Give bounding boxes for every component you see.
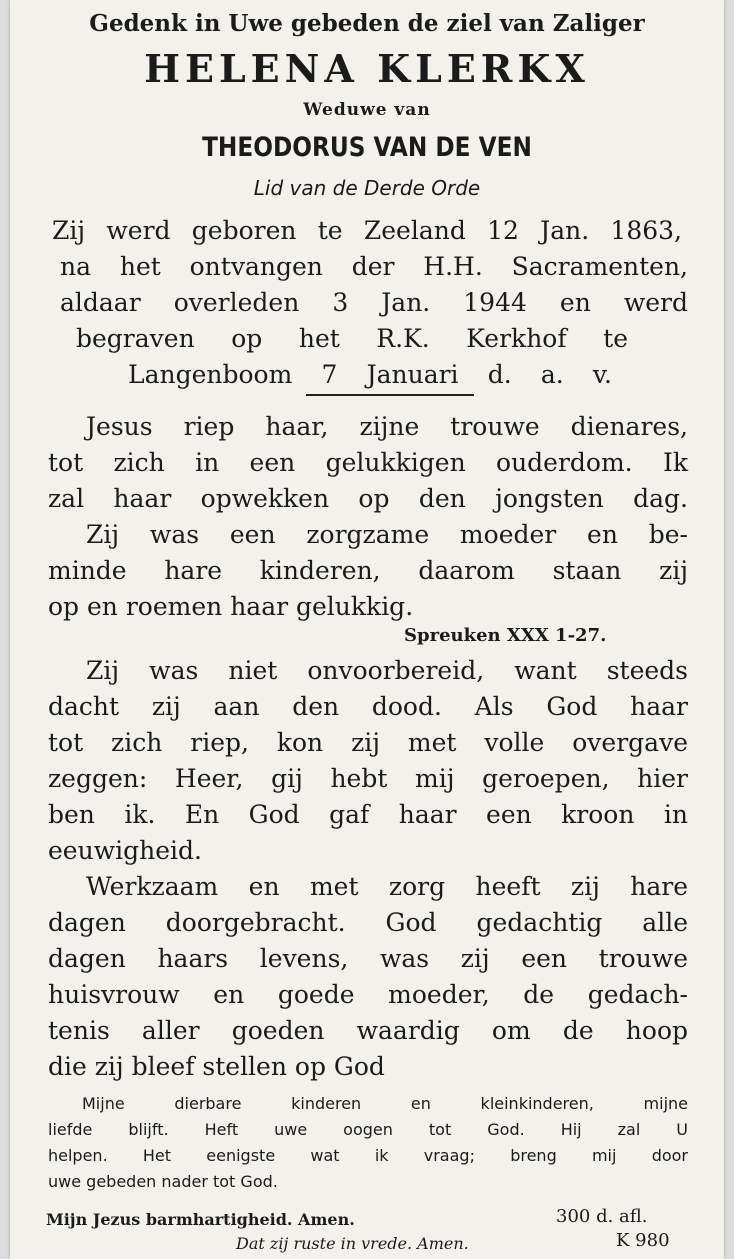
husband-name: THEODORUS VAN DE VEN <box>202 132 532 163</box>
text-line: minde hare kinderen, daarom staan zij <box>48 556 688 585</box>
message-line: helpen. Het eenigste wat ik vraag; breng mij door <box>48 1146 688 1165</box>
scripture-citation: Spreuken XXX 1-27. <box>404 625 607 646</box>
text-line: die zij bleef stellen op God <box>48 1052 385 1081</box>
text-line: huisvrouw en goede moeder, de gedach- <box>48 980 688 1009</box>
text-line: ben ik. En God gaf haar een kroon in <box>48 800 688 829</box>
prayer-line: Mijn Jezus barmhartigheid. Amen. <box>46 1210 355 1229</box>
text-line: tot zich in een gelukkigen ouderdom. Ik <box>48 448 688 477</box>
bio-line: Zij werd geboren te Zeeland 12 Jan. 1863, <box>52 216 682 245</box>
deceased-name: HELENA KLERKX <box>144 46 590 91</box>
intro-line: Gedenk in Uwe gebeden de ziel van Zaliger <box>89 10 645 37</box>
indulgence-label: 300 d. afl. <box>556 1206 648 1227</box>
text-line: Werkzaam en met zorg heeft zij hare <box>86 872 688 901</box>
message-line: liefde blijft. Heft uwe oogen tot God. Hij zal U <box>48 1120 688 1139</box>
order-membership: Lid van de Derde Orde <box>253 176 481 200</box>
text-line: tenis aller goeden waardig om de hoop <box>48 1016 688 1045</box>
card-code: K 980 <box>616 1230 670 1251</box>
bio-line: begraven op het R.K. Kerkhof te <box>76 324 628 353</box>
text-line: Zij was een zorgzame moeder en be- <box>86 520 688 549</box>
text-line: eeuwigheid. <box>48 836 202 865</box>
text-line: dagen haars levens, was zij een trouwe <box>48 944 688 973</box>
divider-rule <box>306 394 474 396</box>
text-line: zeggen: Heer, gij hebt mij geroepen, hier <box>48 764 688 793</box>
bio-line: aldaar overleden 3 Jan. 1944 en werd <box>60 288 688 317</box>
bio-line: Langenboom 7 Januari d. a. v. <box>128 360 612 389</box>
text-line: zal haar opwekken op den jongsten dag. <box>48 484 688 513</box>
widow-of-label: Weduwe van <box>303 100 431 120</box>
message-line: Mijne dierbare kinderen en kleinkinderen, mijne <box>82 1094 688 1113</box>
text-line: Zij was niet onvoorbereid, want steeds <box>86 656 688 685</box>
text-line: dagen doorgebracht. God gedachtig alle <box>48 908 688 937</box>
text-line: dacht zij aan den dood. Als God haar <box>48 692 688 721</box>
text-line: op en roemen haar gelukkig. <box>48 592 414 621</box>
message-line: uwe gebeden nader tot God. <box>48 1172 278 1191</box>
text-line: tot zich riep, kon zij met volle overgave <box>48 728 688 757</box>
text-line: Jesus riep haar, zijne trouwe dienares, <box>86 412 688 441</box>
memorial-card <box>10 0 724 1259</box>
bio-line: na het ontvangen der H.H. Sacramenten, <box>60 252 688 281</box>
prayer-line: Dat zij ruste in vrede. Amen. <box>236 1234 469 1253</box>
